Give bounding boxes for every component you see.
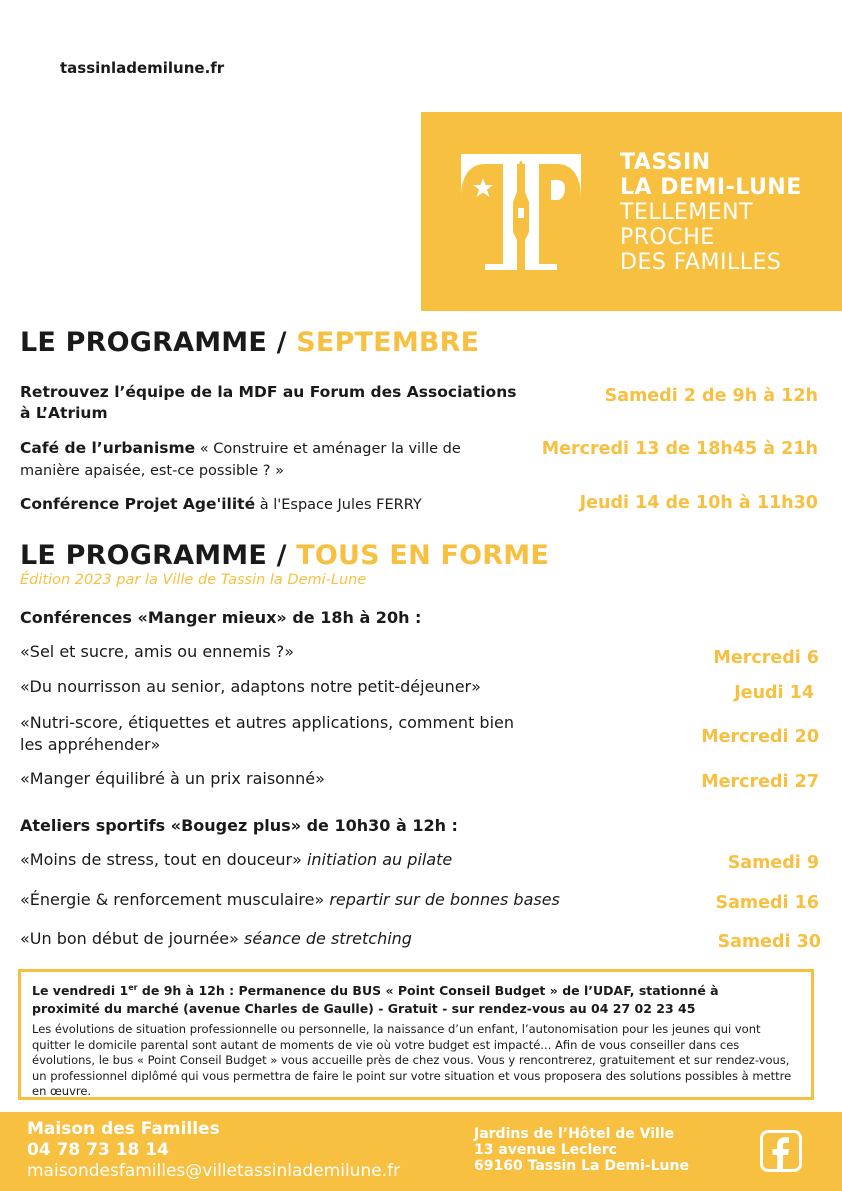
info-heading-start: Le vendredi 1 bbox=[32, 983, 129, 999]
footer-title: Maison des Familles bbox=[27, 1119, 220, 1139]
list-item: «Nutri-score, étiquettes et autres applications, comment bien les appréhender» bbox=[20, 713, 515, 754]
footer-phone[interactable]: 04 78 73 18 14 bbox=[27, 1140, 169, 1160]
event-text bbox=[20, 494, 520, 516]
item-date: Samedi 16 bbox=[715, 893, 819, 913]
item-italic: repartir sur de bonnes bases bbox=[324, 890, 560, 909]
facebook-glyph bbox=[763, 1133, 799, 1169]
item-date: Samedi 30 bbox=[717, 932, 821, 952]
list-item bbox=[20, 889, 640, 911]
footer bbox=[0, 1112, 842, 1191]
event-date: Mercredi 13 de 18h45 à 21h bbox=[541, 439, 818, 459]
item-text: «Un bon début de journée» bbox=[20, 929, 239, 948]
logo-line: TELLEMENT bbox=[620, 200, 754, 225]
logo-banner bbox=[421, 112, 842, 311]
address-line: Jardins de l’Hôtel de Ville bbox=[474, 1126, 675, 1142]
item-text: «Moins de stress, tout en douceur» bbox=[20, 850, 302, 869]
event-title: Café de l’urbanisme bbox=[20, 439, 196, 457]
logo-text bbox=[620, 150, 802, 275]
section-title-septembre bbox=[20, 327, 479, 358]
event-text bbox=[20, 382, 520, 424]
logo-line: PROCHE bbox=[620, 225, 715, 250]
event-date: Jeudi 14 de 10h à 11h30 bbox=[579, 493, 818, 513]
logo-line: LA DEMI-LUNE bbox=[620, 175, 802, 200]
title-prefix: LE PROGRAMME / bbox=[20, 540, 297, 571]
city-emblem-icon bbox=[461, 152, 581, 274]
site-url[interactable]: tassinlademilune.fr bbox=[60, 59, 225, 77]
item-date: Mercredi 20 bbox=[701, 727, 819, 747]
item-date: Samedi 9 bbox=[727, 853, 819, 873]
title-accent: TOUS EN FORME bbox=[296, 540, 549, 571]
facebook-icon[interactable] bbox=[760, 1130, 802, 1172]
item-italic: initiation au pilate bbox=[301, 850, 453, 869]
subtitle: Édition 2023 par la Ville de Tassin la Demi-Lune bbox=[20, 572, 367, 588]
logo-line: DES FAMILLES bbox=[620, 250, 782, 275]
info-box bbox=[18, 969, 814, 1100]
item-date: Jeudi 14 bbox=[734, 683, 814, 703]
list-item: «Du nourrisson au senior, adaptons notre petit-déjeuner» bbox=[20, 677, 481, 696]
footer-email[interactable]: maisondesfamilles@villetassinlademilune.fr bbox=[27, 1161, 401, 1181]
event-desc: « Construire et aménager la ville de manière apaisée, est-ce possible ? » bbox=[20, 441, 461, 479]
logo-line: TASSIN bbox=[620, 150, 711, 175]
item-date: Mercredi 6 bbox=[713, 648, 819, 668]
section-heading: Ateliers sportifs «Bougez plus» de 10h30 à 12h : bbox=[20, 816, 458, 835]
address-line: 13 avenue Leclerc bbox=[474, 1142, 617, 1158]
info-heading-sup: er bbox=[128, 983, 138, 992]
event-text bbox=[20, 438, 520, 482]
event-title: Retrouvez l’équipe de la MDF au Forum des Associations à L’Atrium bbox=[20, 383, 517, 422]
info-heading bbox=[32, 979, 772, 1018]
footer-address bbox=[474, 1126, 689, 1174]
event-desc: à l'Espace Jules FERRY bbox=[255, 497, 422, 513]
list-item: «Manger équilibré à un prix raisonné» bbox=[20, 769, 325, 788]
item-text: «Énergie & renforcement musculaire» bbox=[20, 890, 325, 909]
item-date: Mercredi 27 bbox=[701, 772, 819, 792]
list-item bbox=[20, 928, 640, 950]
address-line: 69160 Tassin La Demi-Lune bbox=[474, 1158, 689, 1174]
event-title: Conférence Projet Age'ilité bbox=[20, 495, 256, 513]
title-prefix: LE PROGRAMME / bbox=[20, 327, 297, 358]
section-heading: Conférences «Manger mieux» de 18h à 20h : bbox=[20, 608, 422, 627]
list-item: «Sel et sucre, amis ou ennemis ?» bbox=[20, 642, 295, 661]
list-item bbox=[20, 849, 640, 871]
title-accent: SEPTEMBRE bbox=[296, 327, 480, 358]
section-title-forme bbox=[20, 540, 549, 571]
event-date: Samedi 2 de 9h à 12h bbox=[604, 386, 818, 406]
item-italic: séance de stretching bbox=[238, 929, 412, 948]
info-body: Les évolutions de situation professionnelle ou personnelle, la naissance d’un enfant, l’autonomisation pour les jeunes qui vont quitter le domicile parental sont autant de moments de vie où votre budget est impacté... Afin de vous conseiller dans ces évolutions, le bus « Point Conseil Budget » vous accueille près de chez vous. Vous y rencontrerez, gratuitement et sur rendez-vous, un professionnel diplômé qui vous permettra de faire le point sur votre situation et vous proposera des solutions possibles à mettre en œuvre. bbox=[32, 1022, 792, 1098]
info-heading-rest: de 9h à 12h : Permanence du BUS « Point Conseil Budget » de l’UDAF, stationné à proximité du marché (avenue Charles de Gaulle) - Gratuit - sur rendez-vous au 04 27 02 23 45 bbox=[32, 983, 719, 1017]
